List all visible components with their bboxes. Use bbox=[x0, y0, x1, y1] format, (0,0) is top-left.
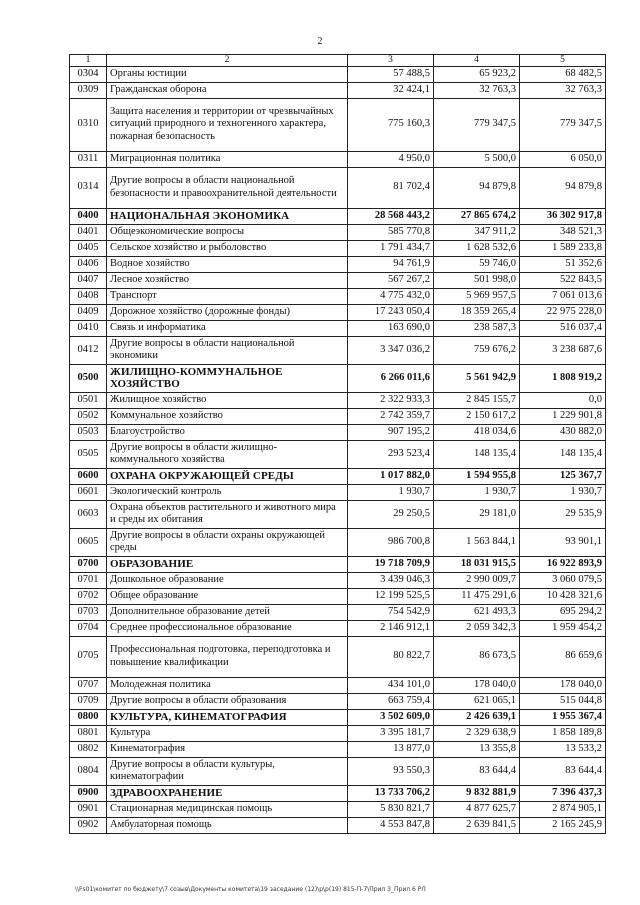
value-col4-cell: 621 065,1 bbox=[434, 693, 520, 709]
name-cell: Миграционная политика bbox=[107, 151, 348, 167]
value-col4-cell: 5 500,0 bbox=[434, 151, 520, 167]
code-cell: 0804 bbox=[70, 757, 107, 785]
value-col3-cell: 5 830 821,7 bbox=[348, 801, 434, 817]
code-cell: 0408 bbox=[70, 288, 107, 304]
name-cell: ОХРАНА ОКРУЖАЮЩЕЙ СРЕДЫ bbox=[107, 468, 348, 484]
value-col5-cell: 516 037,4 bbox=[520, 320, 606, 336]
value-col5-cell: 1 589 233,8 bbox=[520, 240, 606, 256]
value-col3-cell: 754 542,9 bbox=[348, 604, 434, 620]
value-col3-cell: 986 700,8 bbox=[348, 528, 434, 556]
value-col3-cell: 4 775 432,0 bbox=[348, 288, 434, 304]
code-cell: 0901 bbox=[70, 801, 107, 817]
value-col3-cell: 1 791 434,7 bbox=[348, 240, 434, 256]
value-col4-cell: 779 347,5 bbox=[434, 98, 520, 151]
value-col3-cell: 663 759,4 bbox=[348, 693, 434, 709]
page-number: 2 bbox=[317, 36, 323, 47]
name-cell: Другие вопросы в области национальной безопасности и правоохранительной деятельности bbox=[107, 167, 348, 208]
value-col4-cell: 501 998,0 bbox=[434, 272, 520, 288]
code-cell: 0304 bbox=[70, 66, 107, 82]
value-col3-cell: 94 761,9 bbox=[348, 256, 434, 272]
name-cell: Амбулаторная помощь bbox=[107, 817, 348, 833]
value-col5-cell: 1 930,7 bbox=[520, 484, 606, 500]
table-row bbox=[70, 272, 606, 288]
value-col5-cell: 22 975 228,0 bbox=[520, 304, 606, 320]
table-row bbox=[70, 320, 606, 336]
table-row bbox=[70, 709, 606, 725]
value-col4-cell: 2 639 841,5 bbox=[434, 817, 520, 833]
name-cell: Сельское хозяйство и рыболовство bbox=[107, 240, 348, 256]
name-cell: Благоустройство bbox=[107, 424, 348, 440]
value-col3-cell: 3 395 181,7 bbox=[348, 725, 434, 741]
name-cell: Дошкольное образование bbox=[107, 572, 348, 588]
value-col5-cell: 125 367,7 bbox=[520, 468, 606, 484]
value-col5-cell: 779 347,5 bbox=[520, 98, 606, 151]
code-cell: 0705 bbox=[70, 636, 107, 677]
code-cell: 0410 bbox=[70, 320, 107, 336]
table-row bbox=[70, 224, 606, 240]
code-cell: 0309 bbox=[70, 82, 107, 98]
header-cell: 1 bbox=[70, 55, 107, 67]
value-col3-cell: 567 267,2 bbox=[348, 272, 434, 288]
table-row bbox=[70, 725, 606, 741]
value-col5-cell: 0,0 bbox=[520, 392, 606, 408]
table-row bbox=[70, 636, 606, 677]
code-cell: 0401 bbox=[70, 224, 107, 240]
name-cell: Среднее профессиональное образование bbox=[107, 620, 348, 636]
code-cell: 0707 bbox=[70, 677, 107, 693]
value-col3-cell: 585 770,8 bbox=[348, 224, 434, 240]
value-col3-cell: 3 347 036,2 bbox=[348, 336, 434, 364]
value-col4-cell: 2 426 639,1 bbox=[434, 709, 520, 725]
value-col3-cell: 80 822,7 bbox=[348, 636, 434, 677]
table-row bbox=[70, 82, 606, 98]
value-col5-cell: 68 482,5 bbox=[520, 66, 606, 82]
code-cell: 0503 bbox=[70, 424, 107, 440]
value-col4-cell: 1 563 844,1 bbox=[434, 528, 520, 556]
value-col4-cell: 86 673,5 bbox=[434, 636, 520, 677]
table-row bbox=[70, 785, 606, 801]
name-cell: Экологический контроль bbox=[107, 484, 348, 500]
value-col5-cell: 51 352,6 bbox=[520, 256, 606, 272]
table-row bbox=[70, 256, 606, 272]
code-cell: 0400 bbox=[70, 208, 107, 224]
name-cell: Дополнительное образование детей bbox=[107, 604, 348, 620]
value-col4-cell: 18 031 915,5 bbox=[434, 556, 520, 572]
name-cell: Охрана объектов растительного и животного мира и среды их обитания bbox=[107, 500, 348, 528]
value-col5-cell: 148 135,4 bbox=[520, 440, 606, 468]
table-row bbox=[70, 677, 606, 693]
name-cell: Лесное хозяйство bbox=[107, 272, 348, 288]
header-cell: 4 bbox=[434, 55, 520, 67]
value-col4-cell: 9 832 881,9 bbox=[434, 785, 520, 801]
table-row bbox=[70, 693, 606, 709]
table-row bbox=[70, 66, 606, 82]
code-cell: 0310 bbox=[70, 98, 107, 151]
value-col3-cell: 907 195,2 bbox=[348, 424, 434, 440]
code-cell: 0409 bbox=[70, 304, 107, 320]
value-col5-cell: 13 533,2 bbox=[520, 741, 606, 757]
code-cell: 0702 bbox=[70, 588, 107, 604]
code-cell: 0801 bbox=[70, 725, 107, 741]
value-col3-cell: 6 266 011,6 bbox=[348, 364, 434, 392]
table-header-row bbox=[70, 55, 606, 67]
table-row bbox=[70, 304, 606, 320]
code-cell: 0311 bbox=[70, 151, 107, 167]
table-row bbox=[70, 208, 606, 224]
value-col3-cell: 2 742 359,7 bbox=[348, 408, 434, 424]
value-col4-cell: 1 930,7 bbox=[434, 484, 520, 500]
value-col4-cell: 2 845 155,7 bbox=[434, 392, 520, 408]
value-col3-cell: 4 950,0 bbox=[348, 151, 434, 167]
value-col5-cell: 86 659,6 bbox=[520, 636, 606, 677]
name-cell: Связь и информатика bbox=[107, 320, 348, 336]
table-row bbox=[70, 98, 606, 151]
table-row bbox=[70, 408, 606, 424]
name-cell: Стационарная медицинская помощь bbox=[107, 801, 348, 817]
code-cell: 0900 bbox=[70, 785, 107, 801]
code-cell: 0601 bbox=[70, 484, 107, 500]
name-cell: Другие вопросы в области охраны окружающей среды bbox=[107, 528, 348, 556]
table-row bbox=[70, 468, 606, 484]
value-col4-cell: 32 763,3 bbox=[434, 82, 520, 98]
value-col5-cell: 36 302 917,8 bbox=[520, 208, 606, 224]
value-col5-cell: 1 858 189,8 bbox=[520, 725, 606, 741]
value-col4-cell: 4 877 625,7 bbox=[434, 801, 520, 817]
value-col5-cell: 348 521,3 bbox=[520, 224, 606, 240]
table-row bbox=[70, 240, 606, 256]
value-col5-cell: 16 922 893,9 bbox=[520, 556, 606, 572]
table-row bbox=[70, 500, 606, 528]
value-col5-cell: 93 901,1 bbox=[520, 528, 606, 556]
value-col3-cell: 17 243 050,4 bbox=[348, 304, 434, 320]
value-col4-cell: 621 493,3 bbox=[434, 604, 520, 620]
value-col3-cell: 1 930,7 bbox=[348, 484, 434, 500]
name-cell: Гражданская оборона bbox=[107, 82, 348, 98]
table-row bbox=[70, 151, 606, 167]
value-col4-cell: 178 040,0 bbox=[434, 677, 520, 693]
value-col4-cell: 759 676,2 bbox=[434, 336, 520, 364]
value-col4-cell: 148 135,4 bbox=[434, 440, 520, 468]
value-col4-cell: 83 644,4 bbox=[434, 757, 520, 785]
code-cell: 0502 bbox=[70, 408, 107, 424]
value-col5-cell: 515 044,8 bbox=[520, 693, 606, 709]
name-cell: ОБРАЗОВАНИЕ bbox=[107, 556, 348, 572]
code-cell: 0505 bbox=[70, 440, 107, 468]
code-cell: 0407 bbox=[70, 272, 107, 288]
value-col4-cell: 13 355,8 bbox=[434, 741, 520, 757]
name-cell: НАЦИОНАЛЬНАЯ ЭКОНОМИКА bbox=[107, 208, 348, 224]
name-cell: Общеэкономические вопросы bbox=[107, 224, 348, 240]
value-col3-cell: 19 718 709,9 bbox=[348, 556, 434, 572]
value-col5-cell: 32 763,3 bbox=[520, 82, 606, 98]
value-col5-cell: 7 396 437,3 bbox=[520, 785, 606, 801]
header-cell: 2 bbox=[107, 55, 348, 67]
value-col3-cell: 2 322 933,3 bbox=[348, 392, 434, 408]
value-col4-cell: 94 879,8 bbox=[434, 167, 520, 208]
code-cell: 0405 bbox=[70, 240, 107, 256]
table-row bbox=[70, 528, 606, 556]
value-col3-cell: 93 550,3 bbox=[348, 757, 434, 785]
table-row bbox=[70, 572, 606, 588]
name-cell: ЖИЛИЩНО-КОММУНАЛЬНОЕ ХОЗЯЙСТВО bbox=[107, 364, 348, 392]
budget-table bbox=[69, 54, 606, 834]
name-cell: Молодежная политика bbox=[107, 677, 348, 693]
value-col3-cell: 32 424,1 bbox=[348, 82, 434, 98]
header-cell: 5 bbox=[520, 55, 606, 67]
value-col4-cell: 1 594 955,8 bbox=[434, 468, 520, 484]
value-col4-cell: 2 990 009,7 bbox=[434, 572, 520, 588]
value-col5-cell: 3 238 687,6 bbox=[520, 336, 606, 364]
name-cell: Культура bbox=[107, 725, 348, 741]
value-col5-cell: 7 061 013,6 bbox=[520, 288, 606, 304]
value-col3-cell: 2 146 912,1 bbox=[348, 620, 434, 636]
value-col3-cell: 13 733 706,2 bbox=[348, 785, 434, 801]
name-cell: Водное хозяйство bbox=[107, 256, 348, 272]
value-col4-cell: 2 059 342,3 bbox=[434, 620, 520, 636]
value-col5-cell: 10 428 321,6 bbox=[520, 588, 606, 604]
value-col5-cell: 1 955 367,4 bbox=[520, 709, 606, 725]
name-cell: Коммунальное хозяйство bbox=[107, 408, 348, 424]
value-col4-cell: 59 746,0 bbox=[434, 256, 520, 272]
value-col3-cell: 57 488,5 bbox=[348, 66, 434, 82]
name-cell: Органы юстиции bbox=[107, 66, 348, 82]
code-cell: 0902 bbox=[70, 817, 107, 833]
value-col3-cell: 13 877,0 bbox=[348, 741, 434, 757]
value-col5-cell: 178 040,0 bbox=[520, 677, 606, 693]
table-body bbox=[70, 66, 606, 833]
code-cell: 0605 bbox=[70, 528, 107, 556]
code-cell: 0709 bbox=[70, 693, 107, 709]
name-cell: Кинематография bbox=[107, 741, 348, 757]
value-col5-cell: 1 229 901,8 bbox=[520, 408, 606, 424]
code-cell: 0700 bbox=[70, 556, 107, 572]
table-row bbox=[70, 424, 606, 440]
code-cell: 0406 bbox=[70, 256, 107, 272]
table-row bbox=[70, 757, 606, 785]
value-col5-cell: 29 535,9 bbox=[520, 500, 606, 528]
name-cell: Другие вопросы в области культуры, кинематографии bbox=[107, 757, 348, 785]
value-col4-cell: 5 969 957,5 bbox=[434, 288, 520, 304]
table-row bbox=[70, 556, 606, 572]
table-row bbox=[70, 620, 606, 636]
value-col5-cell: 522 843,5 bbox=[520, 272, 606, 288]
table-row bbox=[70, 801, 606, 817]
name-cell: Другие вопросы в области жилищно-коммунального хозяйства bbox=[107, 440, 348, 468]
value-col4-cell: 65 923,2 bbox=[434, 66, 520, 82]
code-cell: 0701 bbox=[70, 572, 107, 588]
code-cell: 0703 bbox=[70, 604, 107, 620]
value-col3-cell: 28 568 443,2 bbox=[348, 208, 434, 224]
value-col3-cell: 434 101,0 bbox=[348, 677, 434, 693]
value-col4-cell: 11 475 291,6 bbox=[434, 588, 520, 604]
value-col4-cell: 2 150 617,2 bbox=[434, 408, 520, 424]
value-col3-cell: 12 199 525,5 bbox=[348, 588, 434, 604]
code-cell: 0603 bbox=[70, 500, 107, 528]
value-col4-cell: 238 587,3 bbox=[434, 320, 520, 336]
value-col4-cell: 2 329 638,9 bbox=[434, 725, 520, 741]
name-cell: КУЛЬТУРА, КИНЕМАТОГРАФИЯ bbox=[107, 709, 348, 725]
value-col4-cell: 5 561 942,9 bbox=[434, 364, 520, 392]
value-col3-cell: 1 017 882,0 bbox=[348, 468, 434, 484]
code-cell: 0501 bbox=[70, 392, 107, 408]
value-col5-cell: 83 644,4 bbox=[520, 757, 606, 785]
value-col5-cell: 94 879,8 bbox=[520, 167, 606, 208]
value-col3-cell: 4 553 847,8 bbox=[348, 817, 434, 833]
table-row bbox=[70, 288, 606, 304]
code-cell: 0704 bbox=[70, 620, 107, 636]
value-col3-cell: 163 690,0 bbox=[348, 320, 434, 336]
footer-file-path: \\Fs01\комитет по бюджету\7 созыв\Документы комитета\19 заседание (12)\р\р(19) 815-П-7\Прил 3_Прил 6 РЛ bbox=[75, 886, 426, 893]
table-row bbox=[70, 817, 606, 833]
table-row bbox=[70, 440, 606, 468]
value-col5-cell: 1 959 454,2 bbox=[520, 620, 606, 636]
code-cell: 0800 bbox=[70, 709, 107, 725]
table-row bbox=[70, 604, 606, 620]
value-col4-cell: 27 865 674,2 bbox=[434, 208, 520, 224]
value-col3-cell: 775 160,3 bbox=[348, 98, 434, 151]
value-col4-cell: 418 034,6 bbox=[434, 424, 520, 440]
code-cell: 0314 bbox=[70, 167, 107, 208]
value-col4-cell: 29 181,0 bbox=[434, 500, 520, 528]
name-cell: Другие вопросы в области национальной экономики bbox=[107, 336, 348, 364]
value-col3-cell: 81 702,4 bbox=[348, 167, 434, 208]
value-col5-cell: 430 882,0 bbox=[520, 424, 606, 440]
code-cell: 0500 bbox=[70, 364, 107, 392]
table-row bbox=[70, 484, 606, 500]
value-col3-cell: 29 250,5 bbox=[348, 500, 434, 528]
value-col4-cell: 347 911,2 bbox=[434, 224, 520, 240]
value-col3-cell: 3 439 046,3 bbox=[348, 572, 434, 588]
value-col5-cell: 3 060 079,5 bbox=[520, 572, 606, 588]
value-col5-cell: 6 050,0 bbox=[520, 151, 606, 167]
table-row bbox=[70, 392, 606, 408]
value-col5-cell: 695 294,2 bbox=[520, 604, 606, 620]
name-cell: Профессиональная подготовка, переподготовка и повышение квалификации bbox=[107, 636, 348, 677]
table-row bbox=[70, 167, 606, 208]
value-col4-cell: 1 628 532,6 bbox=[434, 240, 520, 256]
header-cell: 3 bbox=[348, 55, 434, 67]
table-row bbox=[70, 588, 606, 604]
table-row bbox=[70, 336, 606, 364]
name-cell: Общее образование bbox=[107, 588, 348, 604]
name-cell: Жилищное хозяйство bbox=[107, 392, 348, 408]
value-col5-cell: 2 874 905,1 bbox=[520, 801, 606, 817]
name-cell: Дорожное хозяйство (дорожные фонды) bbox=[107, 304, 348, 320]
value-col5-cell: 1 808 919,2 bbox=[520, 364, 606, 392]
code-cell: 0802 bbox=[70, 741, 107, 757]
value-col3-cell: 3 502 609,0 bbox=[348, 709, 434, 725]
table-row bbox=[70, 741, 606, 757]
value-col5-cell: 2 165 245,9 bbox=[520, 817, 606, 833]
value-col4-cell: 18 359 265,4 bbox=[434, 304, 520, 320]
value-col3-cell: 293 523,4 bbox=[348, 440, 434, 468]
name-cell: Другие вопросы в области образования bbox=[107, 693, 348, 709]
code-cell: 0600 bbox=[70, 468, 107, 484]
name-cell: ЗДРАВООХРАНЕНИЕ bbox=[107, 785, 348, 801]
code-cell: 0412 bbox=[70, 336, 107, 364]
table-row bbox=[70, 364, 606, 392]
name-cell: Защита населения и территории от чрезвычайных ситуаций природного и техногенного характера, пожарная безопасность bbox=[107, 98, 348, 151]
name-cell: Транспорт bbox=[107, 288, 348, 304]
